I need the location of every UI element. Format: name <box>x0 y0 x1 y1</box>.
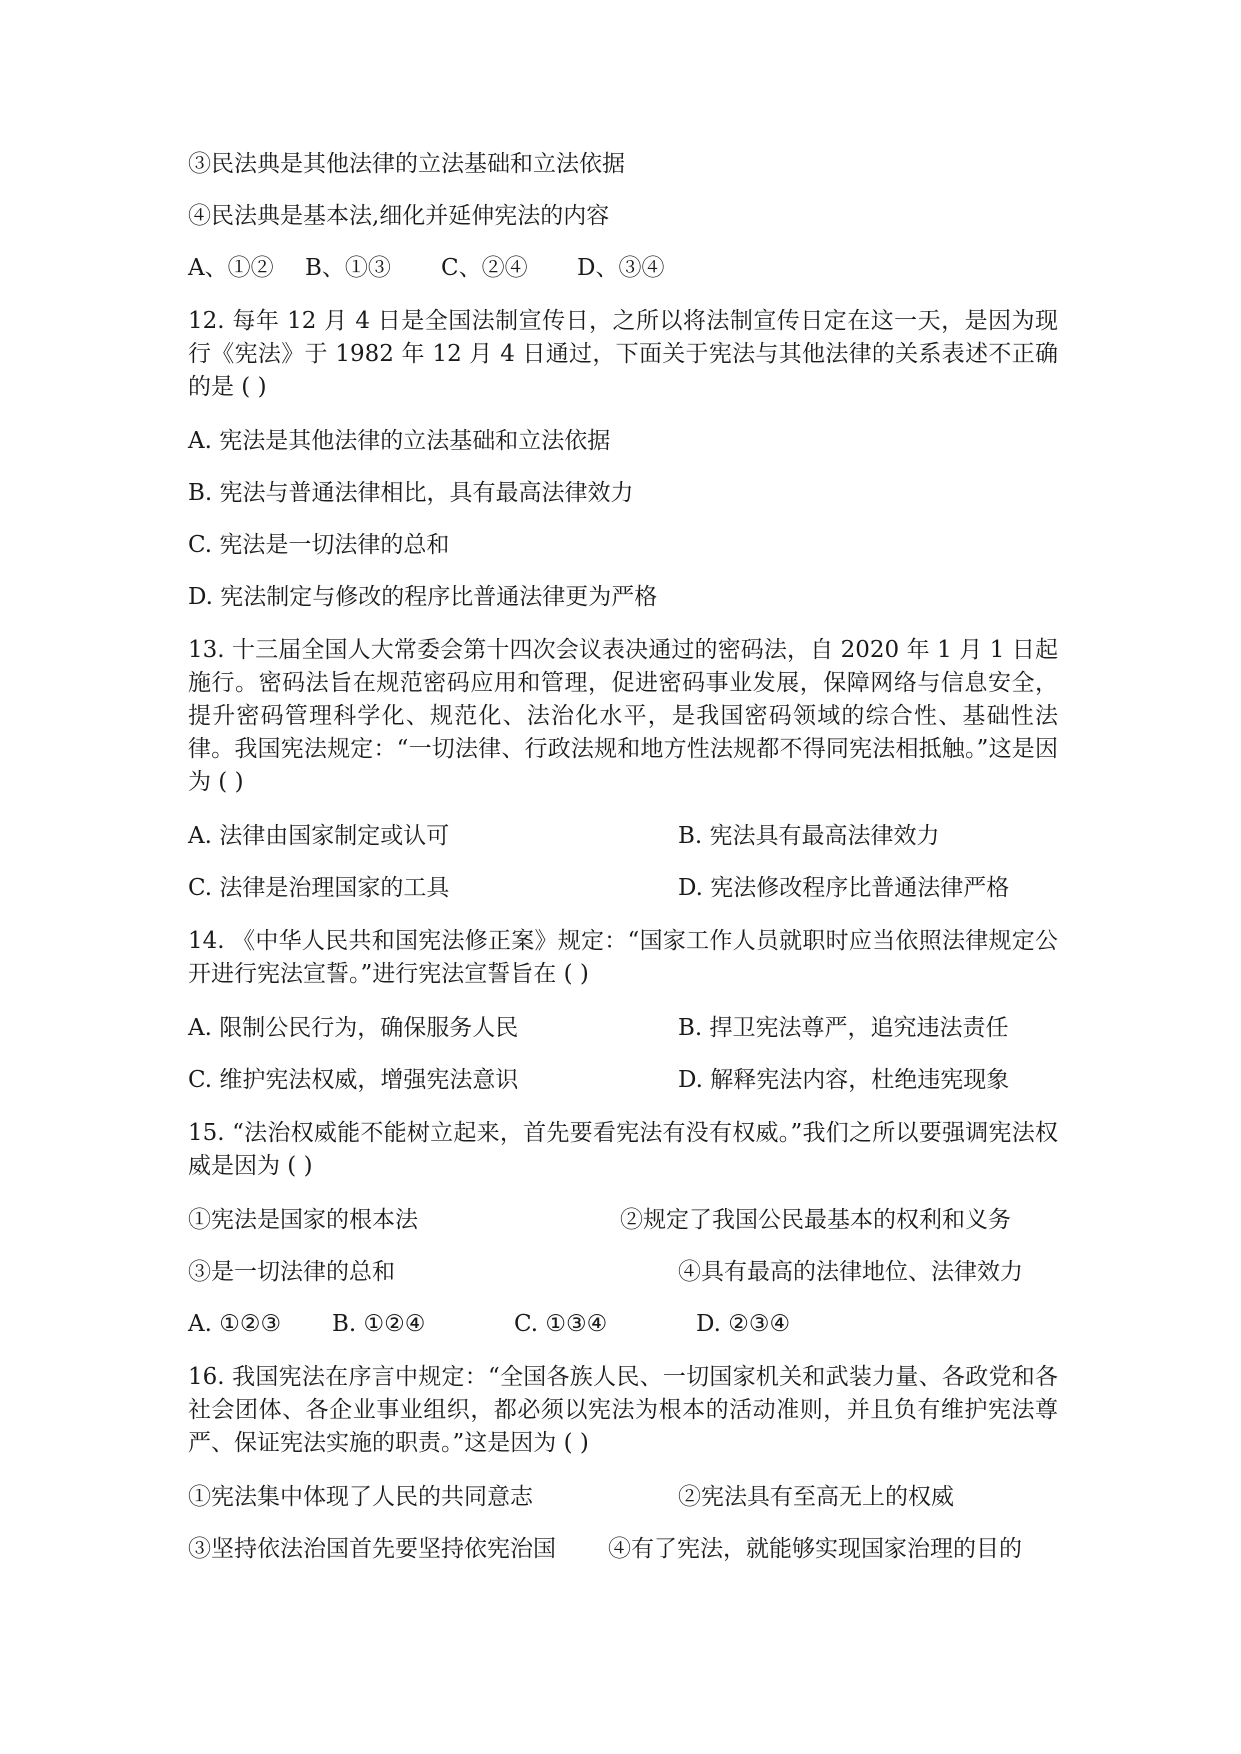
q16-items-row-2 <box>188 1533 1058 1565</box>
q13-option-c: C. 法律是治理国家的工具 <box>188 875 450 901</box>
q15-item-2: ②规定了我国公民最基本的权利和义务 <box>620 1207 1011 1233</box>
q15-items-row-2 <box>188 1256 1058 1288</box>
q16-stem: 16. 我国宪法在序言中规定：“全国各族人民、一切国家机关和武装力量、各政党和各社会团体、各企业事业组织，都必须以宪法为根本的活动准则，并且负有维护宪法尊严、保证宪法实施的职责。”这是因为 ( ) <box>188 1364 1058 1456</box>
q12-option-d: D. 宪法制定与修改的程序比普通法律更为严格 <box>188 584 658 610</box>
q13-options-row-1 <box>188 820 1058 852</box>
q15-stem: 15. “法治权威能不能树立起来，首先要看宪法有没有权威。”我们之所以要强调宪法权威是因为 ( ) <box>188 1120 1058 1179</box>
q13-options-row-2 <box>188 872 1058 904</box>
q15-option-d: D. ②③④ <box>696 1311 791 1337</box>
q11-option-a: A、①② <box>188 255 274 281</box>
q15-items-row-1 <box>188 1204 1058 1236</box>
q11-option-c: C、②④ <box>441 255 528 281</box>
q15-option-a: A. ①②③ <box>188 1311 282 1337</box>
q12-option-a: A. 宪法是其他法律的立法基础和立法依据 <box>188 428 611 454</box>
q15-item-4: ④具有最高的法律地位、法律效力 <box>678 1259 1023 1285</box>
q11-options <box>188 252 1058 284</box>
q14-options-row-2 <box>188 1064 1058 1096</box>
q14-stem: 14. 《中华人民共和国宪法修正案》规定：“国家工作人员就职时应当依照法律规定公开进行宪法宣誓。”进行宪法宣誓旨在 ( ) <box>188 928 1058 987</box>
q13-stem: 13. 十三届全国人大常委会第十四次会议表决通过的密码法，自 2020 年 1 月 1 日起施行。密码法旨在规范密码应用和管理，促进密码事业发展，保障网络与信息安全，提升密码管理科学化、规范化、法治化水平，是我国密码领域的综合性、基础性法律。我国宪法规定：“一切法律、行政法规和地方性法规都不得同宪法相抵触。”这是因为 ( ) <box>188 637 1058 795</box>
q15-option-c: C. ①③④ <box>514 1311 608 1337</box>
q13-option-a: A. 法律由国家制定或认可 <box>188 823 450 849</box>
q14-options-row-1 <box>188 1012 1058 1044</box>
q15-options <box>188 1308 1058 1340</box>
q11-item-4: ④民法典是基本法,细化并延伸宪法的内容 <box>188 203 610 229</box>
q13-option-d: D. 宪法修改程序比普通法律严格 <box>678 875 1010 901</box>
q11-item-3: ③民法典是其他法律的立法基础和立法依据 <box>188 151 625 177</box>
q16-items-row-1 <box>188 1481 1058 1513</box>
q14-option-c: C. 维护宪法权威，增强宪法意识 <box>188 1067 519 1093</box>
q12-stem: 12. 每年 12 月 4 日是全国法制宣传日，之所以将法制宣传日定在这一天，是因为现行《宪法》于 1982 年 12 月 4 日通过，下面关于宪法与其他法律的关系表述不正确的是 ( ) <box>188 308 1058 400</box>
q16-item-4: ④有了宪法，就能够实现国家治理的目的 <box>608 1536 1022 1562</box>
q12-option-c: C. 宪法是一切法律的总和 <box>188 532 450 558</box>
q15-item-3: ③是一切法律的总和 <box>188 1259 395 1285</box>
q16-item-3: ③坚持依法治国首先要坚持依宪治国 <box>188 1536 556 1562</box>
q15-item-1: ①宪法是国家的根本法 <box>188 1207 418 1233</box>
q16-item-2: ②宪法具有至高无上的权威 <box>678 1484 954 1510</box>
q11-option-b: B、①③ <box>305 255 391 281</box>
q14-option-d: D. 解释宪法内容，杜绝违宪现象 <box>678 1067 1010 1093</box>
q16-item-1: ①宪法集中体现了人民的共同意志 <box>188 1484 533 1510</box>
q12-option-b: B. 宪法与普通法律相比，具有最高法律效力 <box>188 480 634 506</box>
q14-option-b: B. 捍卫宪法尊严，追究违法责任 <box>678 1015 1009 1041</box>
q14-option-a: A. 限制公民行为，确保服务人民 <box>188 1015 519 1041</box>
q13-option-b: B. 宪法具有最高法律效力 <box>678 823 940 849</box>
exam-page <box>188 148 1058 1565</box>
q15-option-b: B. ①②④ <box>332 1311 426 1337</box>
q11-option-d: D、③④ <box>577 255 665 281</box>
